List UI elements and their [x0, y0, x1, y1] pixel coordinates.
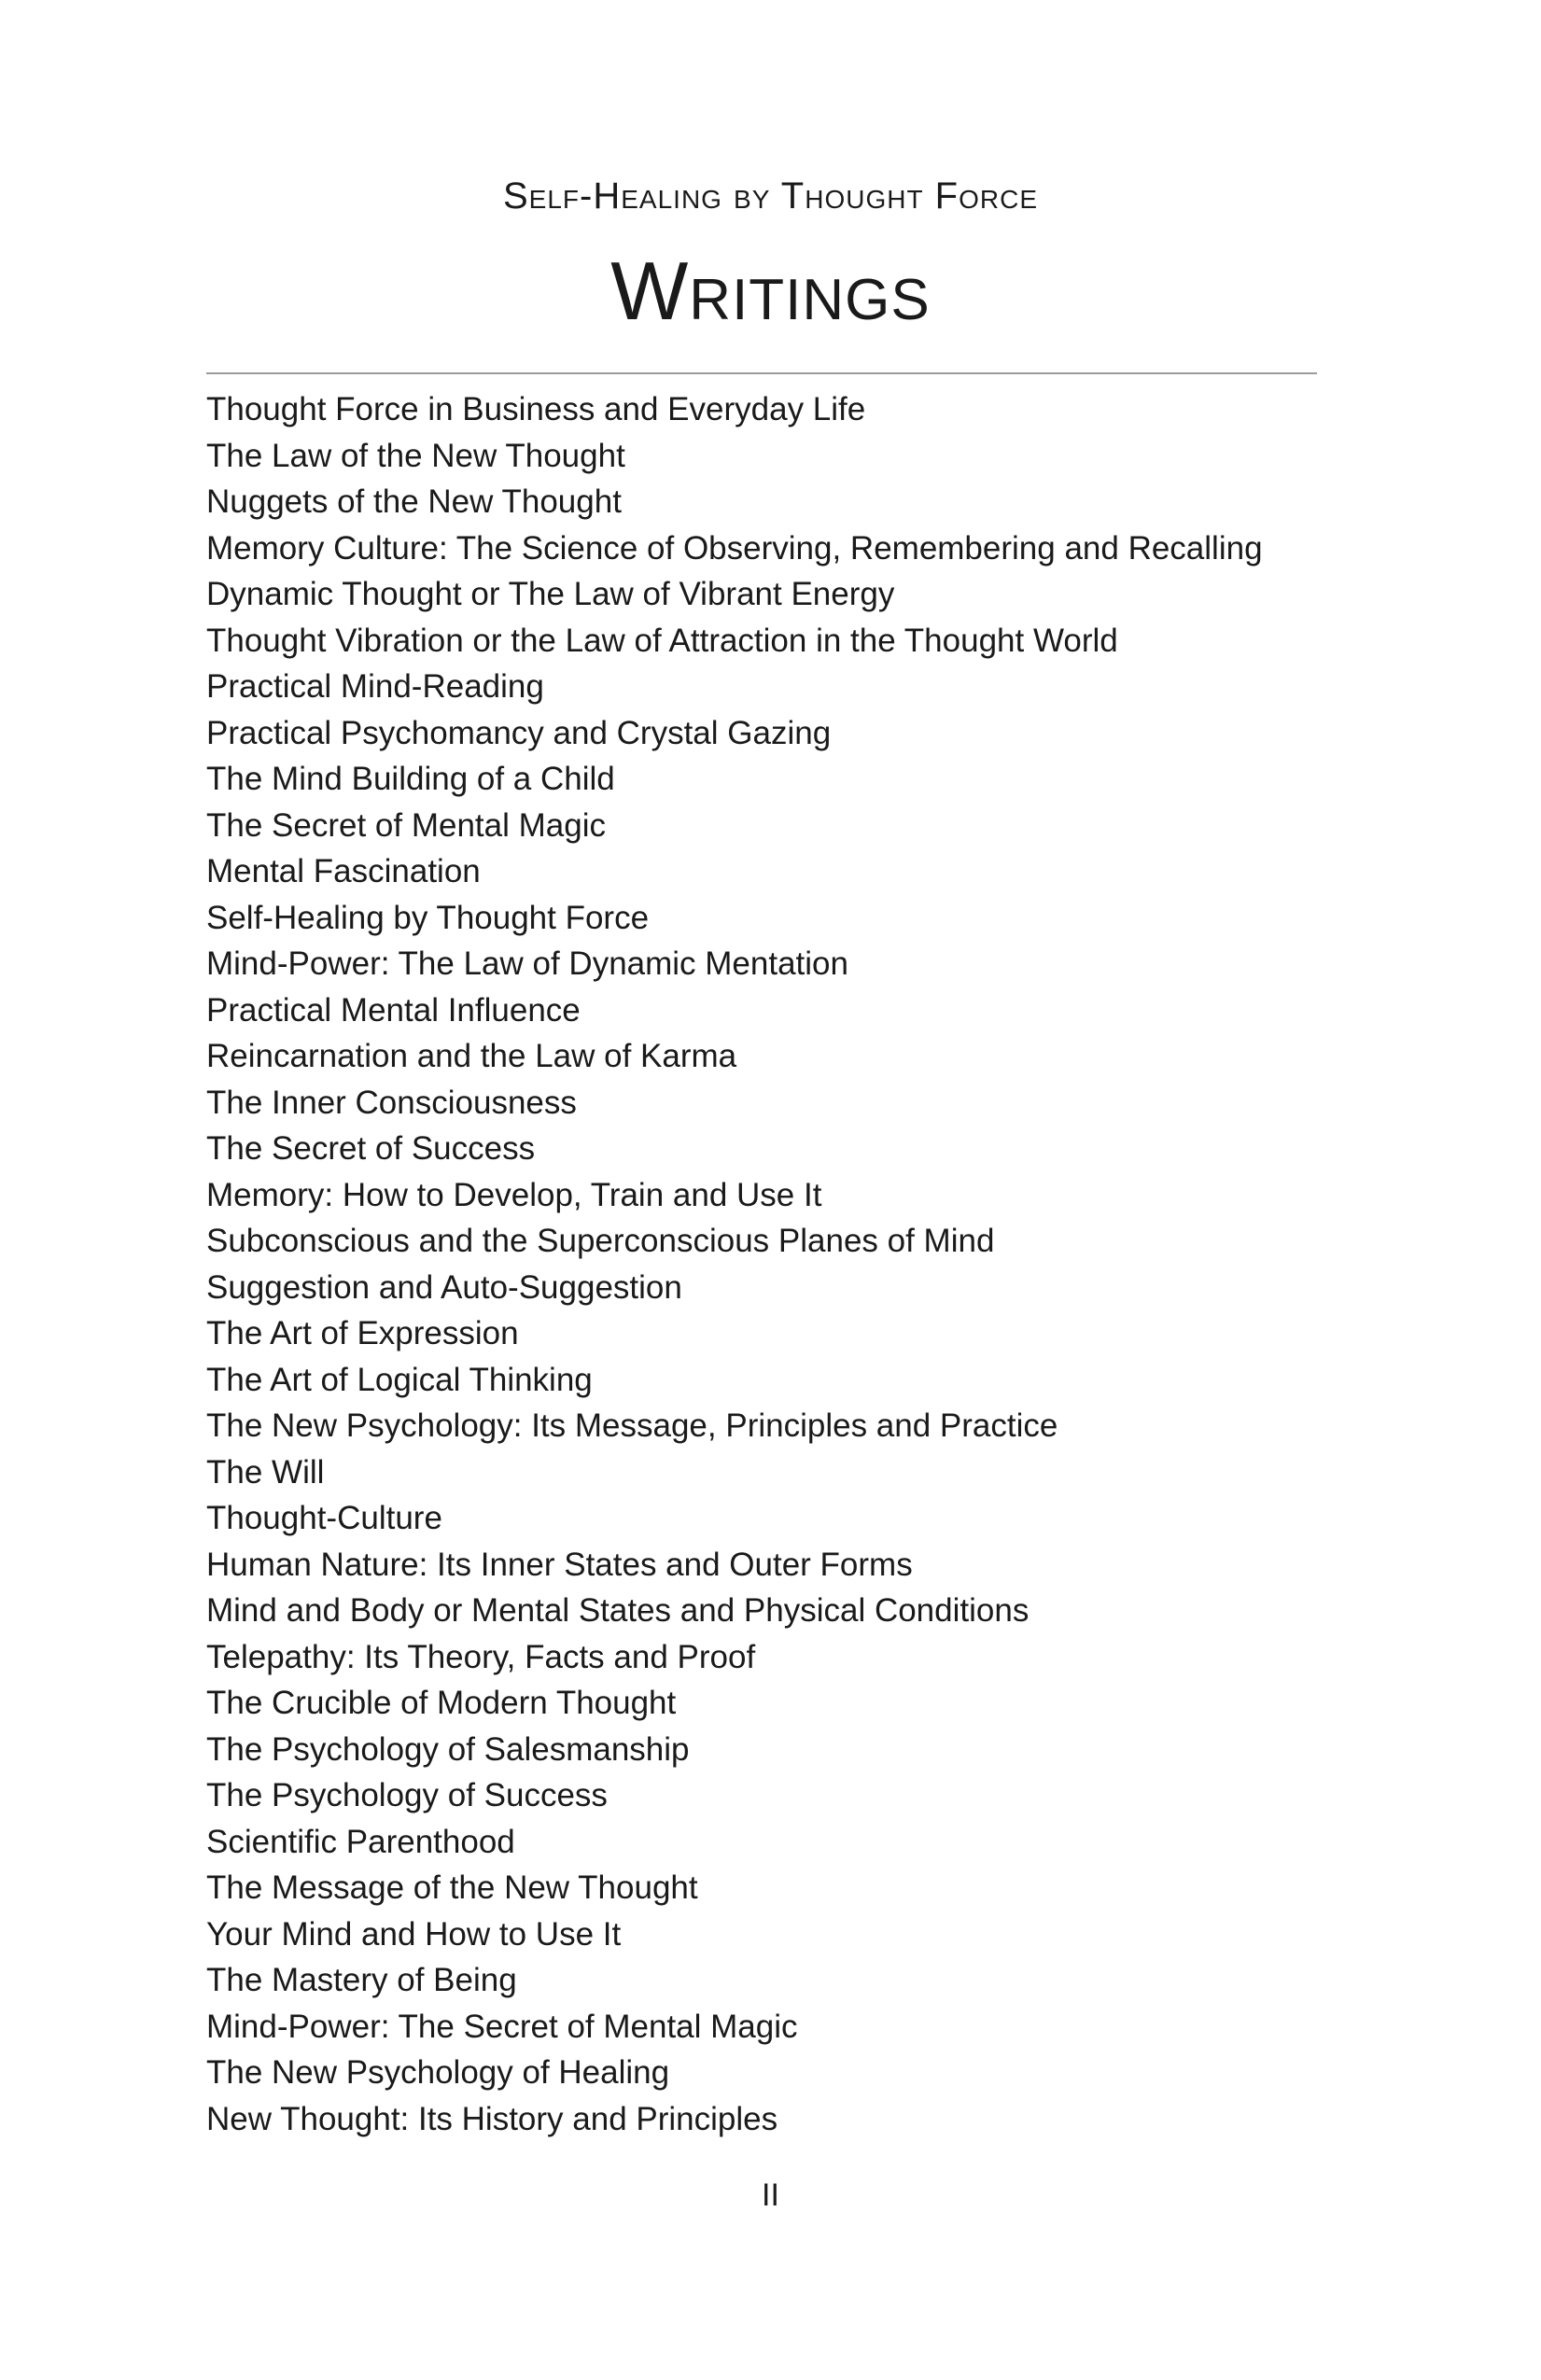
writing-title: The Mastery of Being	[206, 1962, 517, 1998]
page-title: Writings	[610, 245, 931, 337]
writing-title: Thought Vibration or the Law of Attraction in the Thought World	[206, 622, 1118, 659]
writing-title: The Will	[206, 1453, 325, 1491]
writing-title: Suggestion and Auto-Suggestion	[206, 1268, 682, 1306]
writing-title: The Law of the New Thought	[206, 437, 625, 474]
writing-title: The Secret of Mental Magic	[206, 806, 606, 844]
writing-title: The Mind Building of a Child	[206, 761, 615, 797]
writing-title: Memory Culture: The Science of Observing, Remembering and Recalling	[206, 529, 1263, 567]
writing-title: Subconscious and the Superconscious Planes of Mind	[206, 1223, 995, 1259]
writing-title: The New Psychology: Its Message, Principles and Practice	[206, 1407, 1058, 1444]
writing-title: Thought Force in Business and Everyday Life	[206, 391, 866, 427]
writing-title: New Thought: Its History and Principles	[206, 2100, 778, 2137]
writing-title: Mental Fascination	[206, 853, 481, 889]
writing-title: Dynamic Thought or The Law of Vibrant Energy	[206, 576, 895, 612]
writing-title: Scientific Parenthood	[206, 1823, 515, 1860]
writing-title: Self-Healing by Thought Force	[206, 899, 650, 936]
writing-title: The Psychology of Success	[206, 1777, 608, 1813]
writing-title: Mind and Body or Mental States and Physical Conditions	[206, 1592, 1030, 1629]
writing-title: Memory: How to Develop, Train and Use It	[206, 1176, 822, 1213]
writing-title: Practical Mind-Reading	[206, 668, 544, 705]
writing-title: The Crucible of Modern Thought	[206, 1685, 677, 1721]
writing-title: Reincarnation and the Law of Karma	[206, 1038, 737, 1074]
writing-title: Human Nature: Its Inner States and Outer Forms	[206, 1546, 913, 1583]
writing-title: Practical Mental Influence	[206, 991, 581, 1029]
writing-title: Thought-Culture	[206, 1500, 442, 1536]
writing-title: Your Mind and How to Use It	[206, 1915, 622, 1953]
writing-title: The Message of the New Thought	[206, 1869, 698, 1906]
page-number: II	[762, 2177, 779, 2213]
writing-title: The Art of Logical Thinking	[206, 1361, 593, 1398]
writing-title: Mind-Power: The Law of Dynamic Mentation	[206, 945, 848, 982]
writing-title: Telepathy: Its Theory, Facts and Proof	[206, 1638, 756, 1675]
writing-title: Practical Psychomancy and Crystal Gazing	[206, 714, 832, 751]
writing-title: The Secret of Success	[206, 1130, 536, 1167]
title-divider	[206, 372, 1317, 374]
writings-list	[206, 386, 1326, 2142]
writing-title: Nuggets of the New Thought	[206, 483, 622, 520]
writing-title: The New Psychology of Healing	[206, 2054, 670, 2091]
writing-title: The Psychology of Salesmanship	[206, 1730, 690, 1768]
writing-title: The Art of Expression	[206, 1315, 519, 1351]
running-head: Self-Healing by Thought Force	[503, 175, 1038, 217]
writing-title: The Inner Consciousness	[206, 1084, 577, 1121]
writing-title: Mind-Power: The Secret of Mental Magic	[206, 2008, 798, 2045]
